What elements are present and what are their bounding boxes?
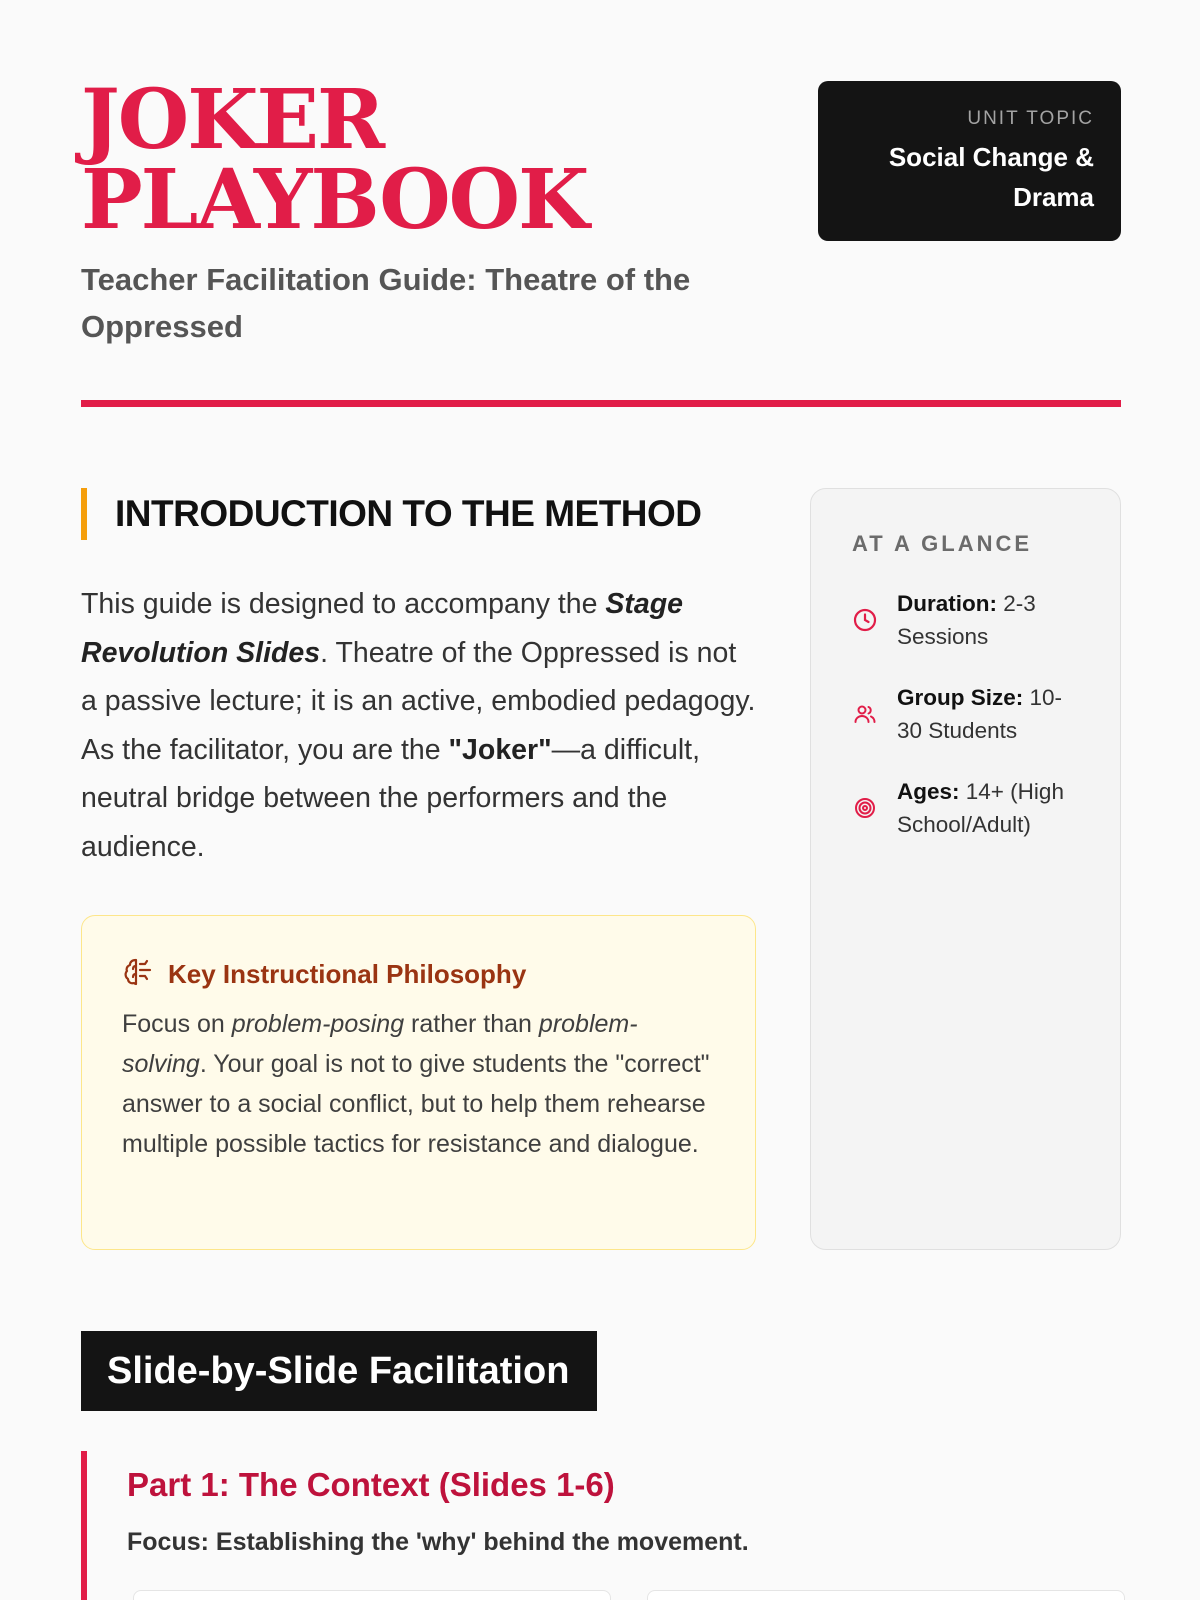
philosophy-text-1: Focus on: [122, 1010, 232, 1038]
page-subtitle: Teacher Facilitation Guide: Theatre of the Oppressed: [81, 262, 691, 344]
clock-icon: [852, 607, 878, 633]
glance-label: Ages:: [897, 779, 960, 804]
glance-text-ages: [897, 775, 1082, 841]
philosophy-title: Key Instructional Philosophy: [168, 958, 527, 989]
philosophy-text-3: . Your goal is not to give students the "correct" answer to a social conflict, but to help them rehearse multiple possible tactics for resistance and dialogue.: [122, 1050, 710, 1158]
glance-value: 2-3 Sessions: [897, 591, 1036, 649]
glance-text-group-size: [897, 681, 1082, 747]
at-a-glance-panel: [810, 488, 1121, 1250]
intro-joker-term: "Joker": [448, 733, 552, 766]
intro-text-3: —a difficult, neutral bridge between the performers and the audience.: [81, 733, 700, 863]
glance-text-duration: [897, 587, 1082, 653]
philosophy-em-1: problem-posing: [231, 1010, 405, 1038]
slides-section-heading: Slide-by-Slide Facilitation: [81, 1331, 597, 1411]
glance-item-duration: [852, 587, 1082, 653]
slide-card: [133, 1590, 611, 1600]
glance-item-ages: [852, 775, 1082, 841]
glance-label: Duration:: [897, 591, 997, 616]
glance-item-group-size: [852, 681, 1082, 747]
intro-text-2: . Theatre of the Oppressed is not a passive lecture; it is an active, embodied pedagogy. As the facilitator, you are the: [81, 636, 756, 766]
philosophy-text: [122, 1004, 715, 1164]
unit-topic-badge: [818, 81, 1121, 241]
unit-topic-value: Social Change & Drama: [888, 142, 1094, 212]
users-icon: [852, 702, 878, 726]
header: [81, 72, 1121, 408]
slide-card: [647, 1590, 1125, 1600]
philosophy-text-2: rather than: [404, 1010, 539, 1038]
glance-label: Group Size:: [897, 685, 1024, 710]
glance-title: AT A GLANCE: [852, 531, 1033, 556]
philosophy-em-2: problem-solving: [122, 1010, 638, 1078]
part-1-section: [81, 1451, 1121, 1600]
part-1-title: Part 1: The Context (Slides 1-6): [127, 1466, 615, 1503]
intro-heading: INTRODUCTION TO THE METHOD: [81, 488, 702, 540]
brain-icon: [122, 956, 154, 993]
unit-topic-label: UNIT TOPIC: [967, 108, 1094, 129]
header-divider: [81, 400, 1121, 407]
glance-value: 10-30 Students: [897, 685, 1063, 743]
intro-paragraph: [81, 580, 757, 872]
intro-slides-title: Stage Revolution Slides: [81, 588, 684, 669]
philosophy-callout: [81, 915, 756, 1250]
page-title: JOKER PLAYBOOK: [81, 72, 588, 248]
target-icon: [852, 796, 878, 820]
glance-value: 14+ (High School/Adult): [897, 779, 1064, 837]
part-1-focus: Focus: Establishing the 'why' behind the movement.: [127, 1528, 749, 1556]
intro-text-1: This guide is designed to accompany the: [81, 588, 606, 620]
